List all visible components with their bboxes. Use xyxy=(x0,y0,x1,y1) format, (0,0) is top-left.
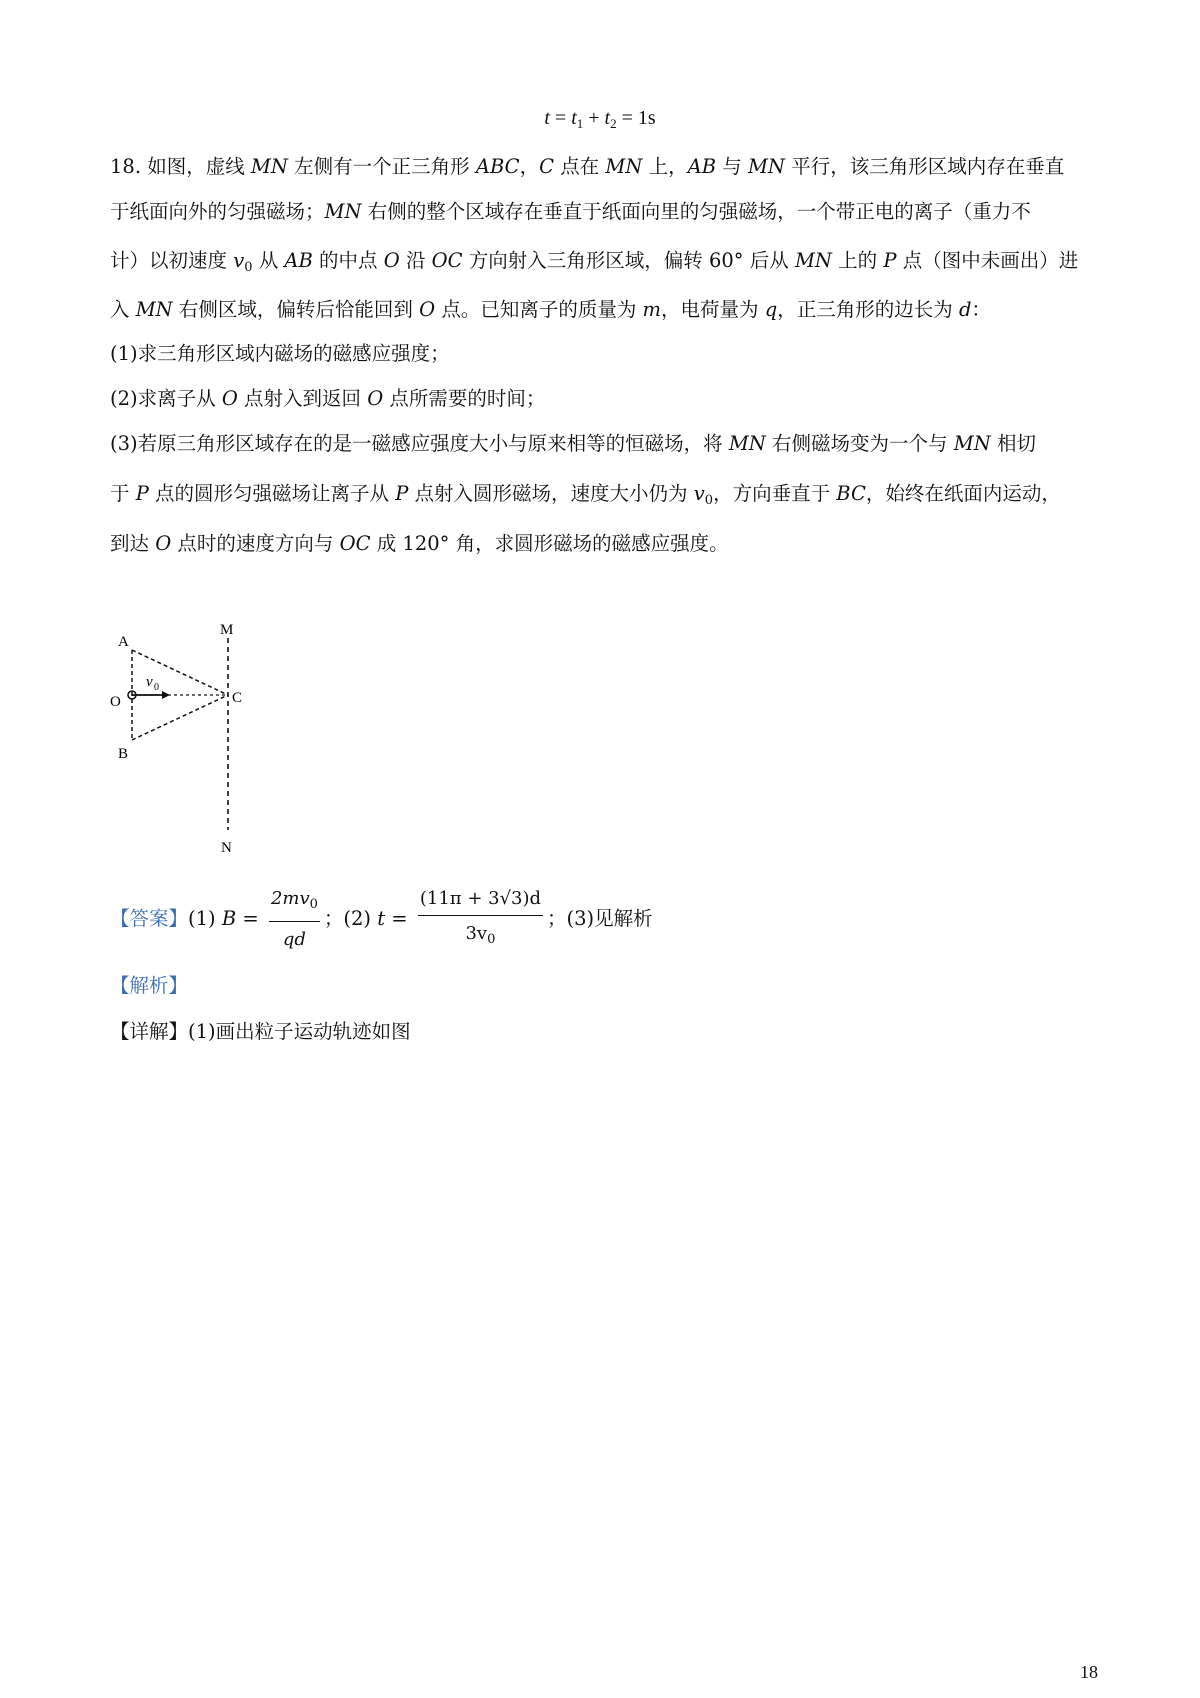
fraction-b: $\frac{2mv_0}{qd}$ xyxy=(269,885,320,954)
question-3-line-3: 到达 O 点时的速度方向与 OC 成 120° 角，求圆形磁场的磁感应强度。 xyxy=(110,532,729,555)
label-v: v xyxy=(146,674,153,690)
velocity-arrow-head xyxy=(162,691,170,699)
problem-line-1: 18. 如图，虚线 MN 左侧有一个正三角形 ABC，C 点在 MN 上，AB 与 MN 平行，该三角形区域内存在垂直 xyxy=(110,155,1065,178)
top-formula: $t = t_1 + t_2 = 1s$ xyxy=(544,107,656,131)
label-b: B xyxy=(118,746,129,762)
label-m: M xyxy=(220,622,234,638)
triangle-side-bc xyxy=(132,695,228,740)
question-2: (2)求离子从 O 点射入到返回 O 点所需要的时间； xyxy=(110,387,546,410)
question-3-line-2: 于 P 点的圆形匀强磁场让离子从 P 点射入圆形磁场，速度大小仍为 $v_0$，方向垂直于 BC，始终在纸面内运动， xyxy=(110,482,1061,508)
analysis-heading: 【解析】 xyxy=(110,974,189,997)
label-a: A xyxy=(118,634,129,650)
fraction-t: $\frac{(11\pi + 3√3)d}{3v_0}$ xyxy=(418,885,543,954)
question-3-line-1: (3)若原三角形区域存在的是一磁感应强度大小与原来相等的恒磁场，将 MN 右侧磁场变为一个与 MN 相切 xyxy=(110,432,1036,455)
question-1: (1)求三角形区域内磁场的磁感应强度； xyxy=(110,342,450,365)
answer-bracket: 【答案】 xyxy=(110,907,189,930)
problem-line-2: 于纸面向外的匀强磁场；MN 右侧的整个区域存在垂直于纸面向里的匀强磁场，一个带正电的离子（重力不 xyxy=(110,200,1031,223)
label-n: N xyxy=(221,840,232,856)
triangle-field-diagram xyxy=(110,620,270,860)
label-c: C xyxy=(232,690,243,706)
problem-line-4: 入 MN 右侧区域，偏转后恰能回到 O 点。已知离子的质量为 m，电荷量为 q，正三角形的边长为 d： xyxy=(110,298,991,321)
label-o: O xyxy=(110,694,121,710)
detail-line xyxy=(110,1018,411,1046)
detail-bracket: 【详解】 xyxy=(110,1020,189,1043)
page-number: 18 xyxy=(1080,1662,1098,1682)
label-v-sub: 0 xyxy=(154,682,159,693)
answer-line: 【答案】(1) B = $\frac{2mv_0}{qd}$ ；(2) t = $\frac{(11\pi + 3√3)d}{3v_0}$ ；(3)见解析 xyxy=(110,885,653,954)
detail-text: (1)画出粒子运动轨迹如图 xyxy=(188,1020,411,1043)
problem-line-3: 计）以初速度 $v_0$ 从 AB 的中点 O 沿 OC 方向射入三角形区域，偏转 60° 后从 MN 上的 P 点（图中未画出）进 xyxy=(110,249,1079,275)
